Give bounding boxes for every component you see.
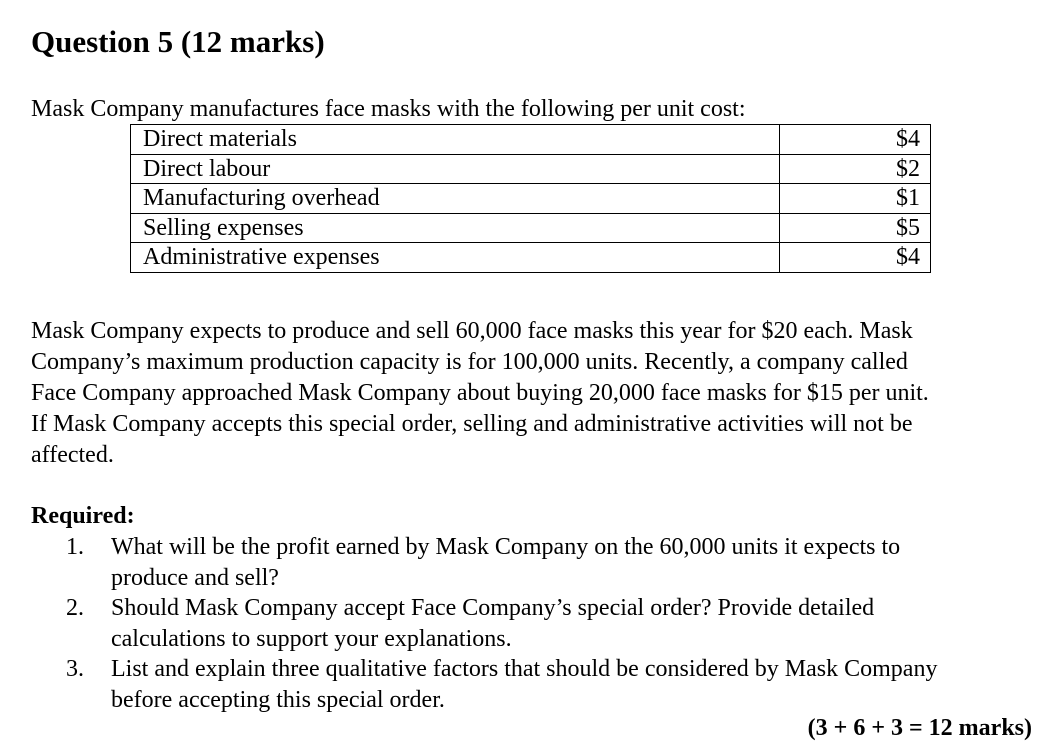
paragraph-line: Face Company approached Mask Company about buying 20,000 face masks for $15 per unit. [31,380,929,406]
question-line: Should Mask Company accept Face Company’s special order? Provide detailed [111,595,875,621]
question-line: List and explain three qualitative factors that should be considered by Mask Company [111,656,938,682]
paragraph-line: affected. [31,442,114,468]
required-heading: Required: [31,503,135,529]
table-row [131,184,931,214]
question-line: produce and sell? [111,564,279,591]
question-line: What will be the profit earned by Mask Company on the 60,000 units it expects to [111,534,901,560]
cost-item-label: Selling expenses [131,213,780,243]
question-title: Question 5 (12 marks) [31,24,325,59]
cost-item-amount: $4 [780,125,931,155]
question-number: 2. [66,595,84,621]
unit-cost-table [130,124,931,273]
table-row [131,243,931,273]
paragraph-line: Mask Company expects to produce and sell 60,000 face masks this year for $20 each. Mask [31,318,913,344]
question-line: calculations to support your explanations. [111,625,512,652]
cost-item-amount: $1 [780,184,931,214]
cost-item-label: Manufacturing overhead [131,184,780,214]
marks-breakdown: (3 + 6 + 3 = 12 marks) [807,715,1032,741]
paragraph-line: If Mask Company accepts this special order, selling and administrative activities will not be [31,411,913,437]
table-row [131,125,931,155]
cost-item-amount: $4 [780,243,931,273]
cost-item-amount: $5 [780,213,931,243]
cost-item-amount: $2 [780,154,931,184]
table-row [131,154,931,184]
cost-item-label: Direct materials [131,125,780,155]
question-number: 3. [66,656,84,682]
question-line: before accepting this special order. [111,686,445,713]
scenario-paragraph [31,316,1041,471]
cost-item-label: Administrative expenses [131,243,780,273]
table-row [131,213,931,243]
paragraph-line: Company’s maximum production capacity is for 100,000 units. Recently, a company called [31,349,908,375]
question-number: 1. [66,534,84,560]
cost-item-label: Direct labour [131,154,780,184]
intro-text: Mask Company manufactures face masks with the following per unit cost: [31,96,746,122]
